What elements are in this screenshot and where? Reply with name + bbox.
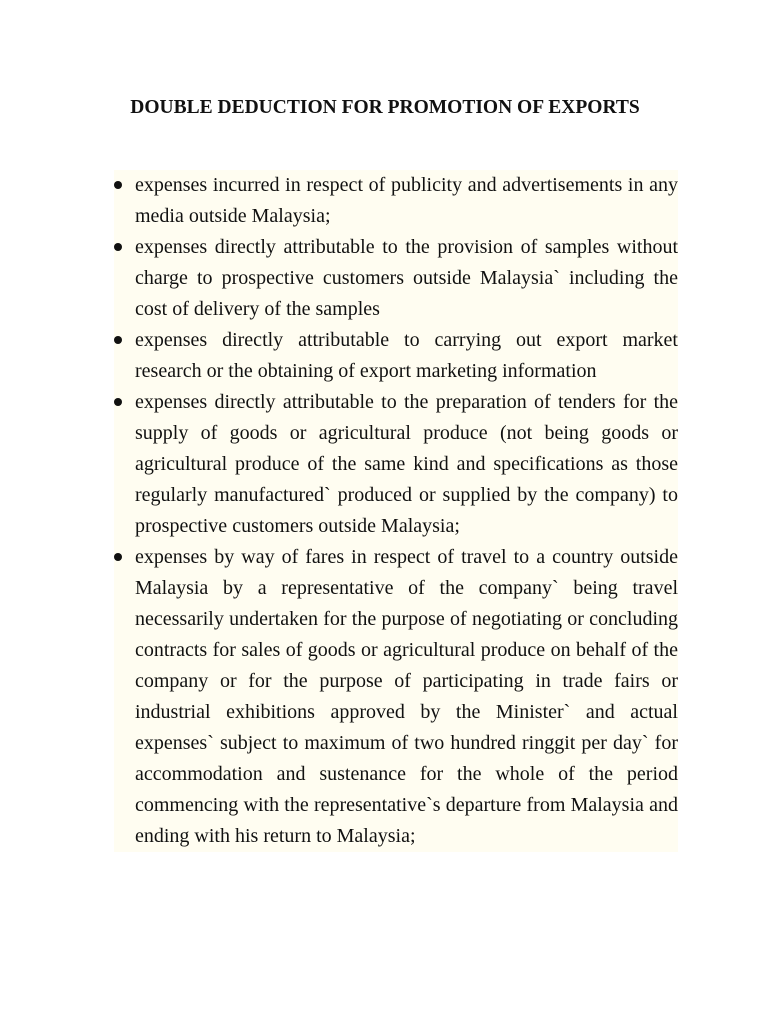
list-item: [114, 325, 678, 387]
list-item: [114, 387, 678, 542]
list-item-text: expenses by way of fares in respect of travel to a country outside Malaysia by a representative of the company` being travel necessarily undertaken for the purpose of negotiating or concluding contracts for sales of goods or agricultural produce on behalf of the company or for the purpose of participating in trade fairs or industrial exhibitions approved by the Minister` and actual expenses` subject to maximum of two hundred ringgit per day` for accommodation and sustenance for the whole of the period commencing with the representative`s departure from Malaysia and ending with his return to Malaysia;: [135, 546, 678, 847]
list-item: [114, 232, 678, 325]
list-item-text: expenses incurred in respect of publicity and advertisements in any media outside Malaysia;: [135, 174, 678, 227]
bullet-icon: [114, 243, 122, 251]
document-title: DOUBLE DEDUCTION FOR PROMOTION OF EXPORTS: [130, 97, 640, 118]
bullet-icon: [114, 553, 122, 561]
bullet-icon: [114, 398, 122, 406]
bullet-icon: [114, 181, 122, 189]
list-item: [114, 170, 678, 232]
list-item-text: expenses directly attributable to carrying out export market research or the obtaining of export marketing information: [135, 329, 678, 382]
list-item-text: expenses directly attributable to the provision of samples without charge to prospective customers outside Malaysia` including the cost of delivery of the samples: [135, 236, 678, 320]
deduction-list: [114, 170, 678, 852]
list-item-text: expenses directly attributable to the preparation of tenders for the supply of goods or agricultural produce (not being goods or agricultural produce of the same kind and specifications as those regularly manufactured` produced or supplied by the company) to prospective customers outside Malaysia;: [135, 391, 678, 537]
bullet-icon: [114, 336, 122, 344]
list-item: [114, 542, 678, 852]
